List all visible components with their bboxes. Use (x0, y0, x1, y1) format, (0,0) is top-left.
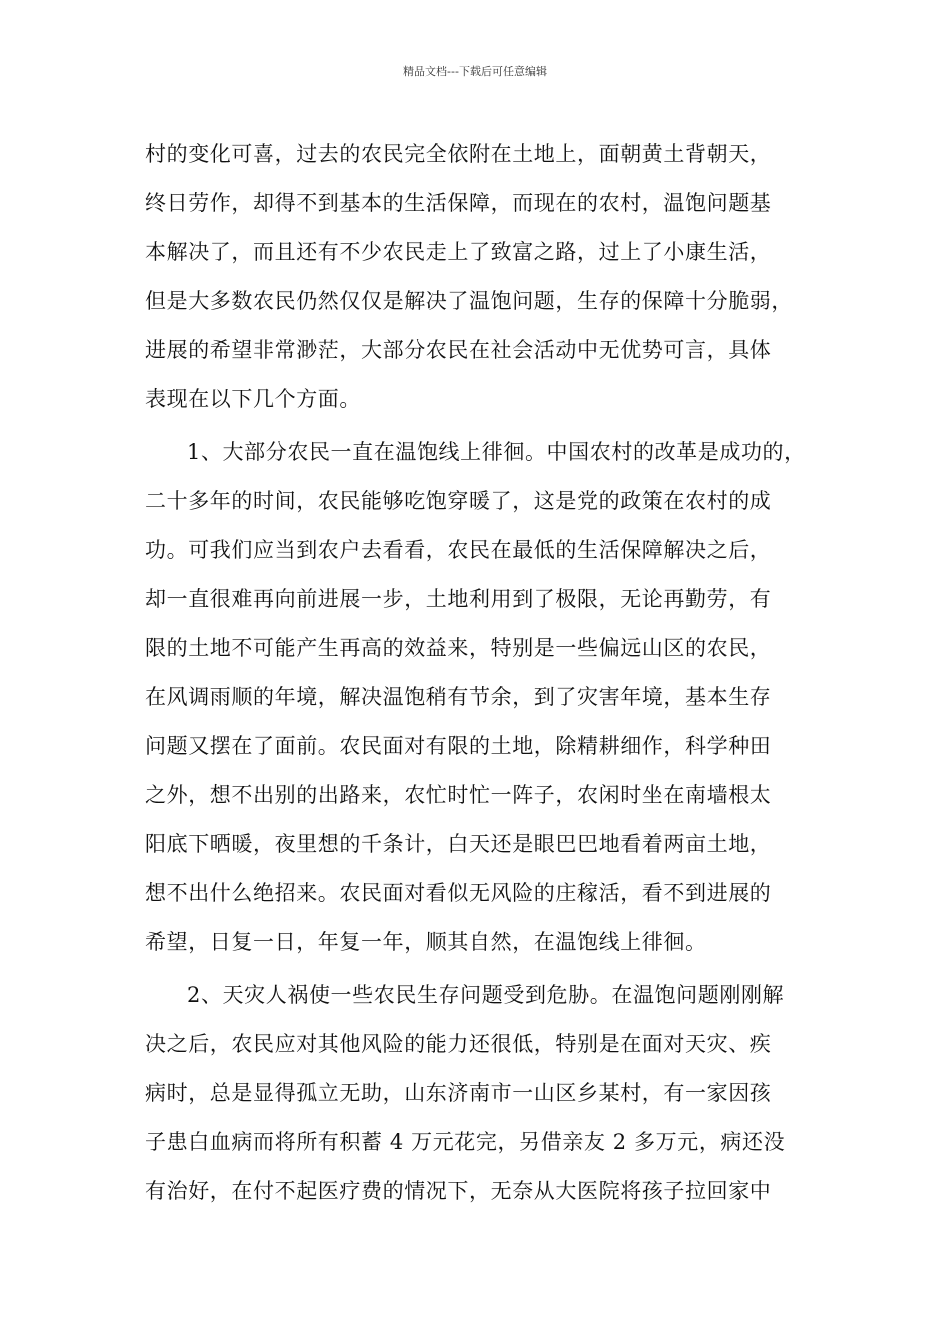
text-line: 2、天灾人祸使一些农民生存问题受到危胁。在温饱问题刚刚解 (187, 983, 785, 1007)
text-line: 之外，想不出别的出路来，农忙时忙一阵子，农闲时坐在南墙根太 (145, 783, 772, 807)
text-line: 限的土地不可能产生再高的效益来，特别是一些偏远山区的农民， (145, 636, 772, 660)
text-line: 决之后，农民应对其他风险的能力还很低，特别是在面对天灾、疾 (145, 1032, 772, 1056)
text-line: 终日劳作，却得不到基本的生活保障，而现在的农村，温饱问题基 (145, 191, 772, 215)
text-line: 但是大多数农民仍然仅仅是解决了温饱问题，生存的保障十分脆弱， (145, 289, 793, 313)
text-line: 却一直很难再向前进展一步，土地利用到了极限，无论再勤劳，有 (145, 587, 772, 611)
text-line: 功。可我们应当到农户去看看，农民在最低的生活保障解决之后， (145, 538, 772, 562)
text-line: 本解决了，而且还有不少农民走上了致富之路，过上了小康生活， (145, 240, 772, 264)
text-line: 村的变化可喜，过去的农民完全依附在土地上，面朝黄土背朝天， (145, 142, 772, 166)
text-line: 有治好，在付不起医疗费的情况下，无奈从大医院将孩子拉回家中 (145, 1179, 772, 1203)
text-line: 在风调雨顺的年境，解决温饱稍有节余，到了灾害年境，基本生存 (145, 685, 772, 709)
text-line: 病时，总是显得孤立无助，山东济南市一山区乡某村，有一家因孩 (145, 1081, 772, 1105)
text-line: 想不出什么绝招来。农民面对看似无风险的庄稼活，看不到进展的 (145, 881, 772, 905)
text-line: 子患白血病而将所有积蓄 4 万元花完，另借亲友 2 多万元，病还没 (145, 1130, 786, 1154)
text-line: 1、大部分农民一直在温饱线上徘徊。中国农村的改革是成功的， (187, 440, 806, 464)
text-line: 二十多年的时间，农民能够吃饱穿暖了，这是党的政策在农村的成 (145, 489, 772, 513)
text-line: 希望，日复一日，年复一年，顺其自然，在温饱线上徘徊。 (145, 930, 707, 954)
text-line: 进展的希望非常渺茫，大部分农民在社会活动中无优势可言，具体 (145, 338, 772, 362)
text-line: 表现在以下几个方面。 (145, 387, 361, 411)
text-line: 阳底下晒暖，夜里想的千条计，白天还是眼巴巴地看着两亩土地， (145, 832, 772, 856)
page-header: 精品文档---下载后可任意编辑 (403, 65, 547, 78)
text-line: 问题又摆在了面前。农民面对有限的土地，除精耕细作，科学种田 (145, 734, 772, 758)
